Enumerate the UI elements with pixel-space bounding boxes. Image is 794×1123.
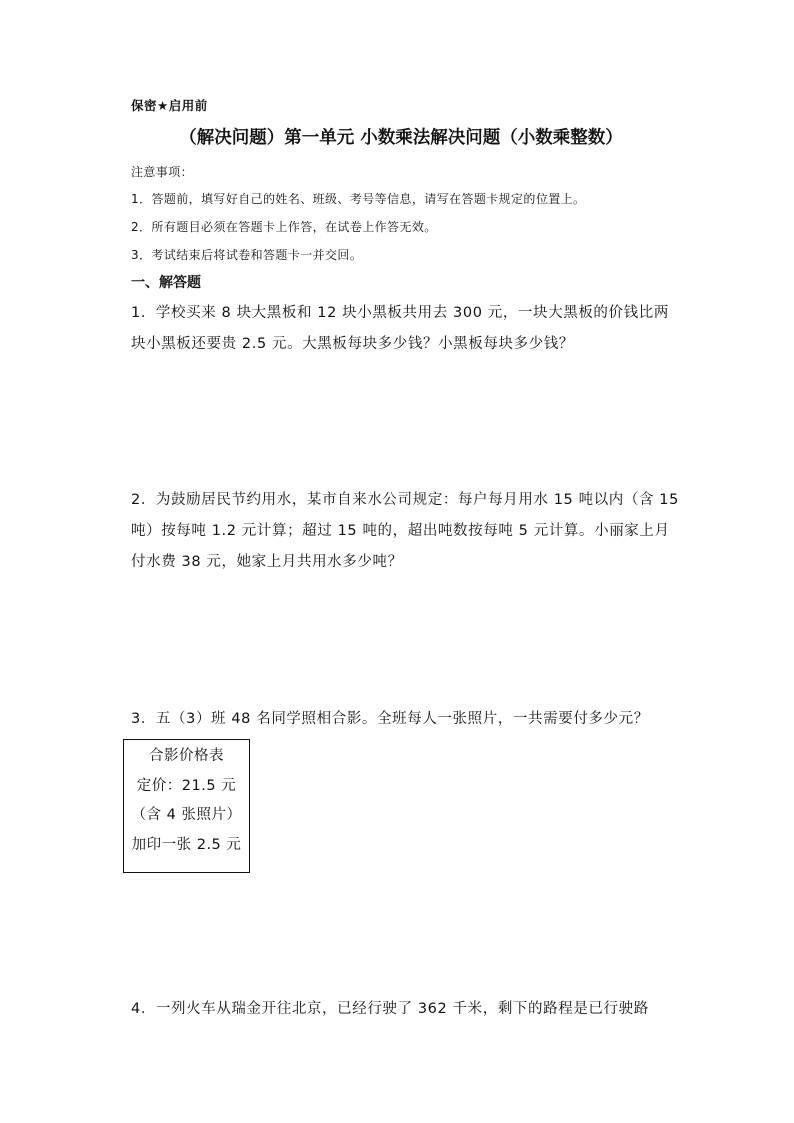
notice-heading: 注意事项： (131, 165, 194, 179)
price-table-line: （含 4 张照片） (131, 807, 242, 823)
exam-title: （解决问题）第一单元 小数乘法解决问题（小数乘整数） (179, 128, 623, 148)
confidential-label: 保密★启用前 (131, 98, 208, 113)
section-heading: 一、解答题 (131, 275, 201, 291)
notice-item: 3．考试结束后将试卷和答题卡一并交回。 (131, 248, 363, 262)
price-table-line: 定价：21.5 元 (136, 778, 237, 794)
price-table-line: 加印一张 2.5 元 (131, 837, 242, 853)
question-2: 2．为鼓励居民节约用水，某市自来水公司规定：每户每月用水 15 吨以内（含 15 吨）按每吨 1.2 元计算；超过 15 吨的，超出吨数按每吨 5 元计算。小丽家上月付水费 38 元，她家上月共用水多少吨？ (131, 492, 679, 570)
notice-item: 1．答题前，填写好自己的姓名、班级、考号等信息，请写在答题卡规定的位置上。 (131, 192, 586, 206)
question-1: 1．学校买来 8 块大黑板和 12 块小黑板共用去 300 元，一块大黑板的价钱比两块小黑板还要贵 2.5 元。大黑板每块多少钱？小黑板每块多少钱？ (131, 305, 669, 352)
price-table-box (123, 739, 250, 873)
question-4: 4．一列火车从瑞金开往北京，已经行驶了 362 千米，剩下的路程是已行驶路 (131, 1001, 649, 1017)
notice-item: 2．所有题目必须在答题卡上作答，在试卷上作答无效。 (131, 220, 437, 234)
price-table-title: 合影价格表 (149, 748, 224, 764)
question-3: 3．五（3）班 48 名同学照相合影。全班每人一张照片，一共需要付多少元？ (131, 711, 649, 727)
